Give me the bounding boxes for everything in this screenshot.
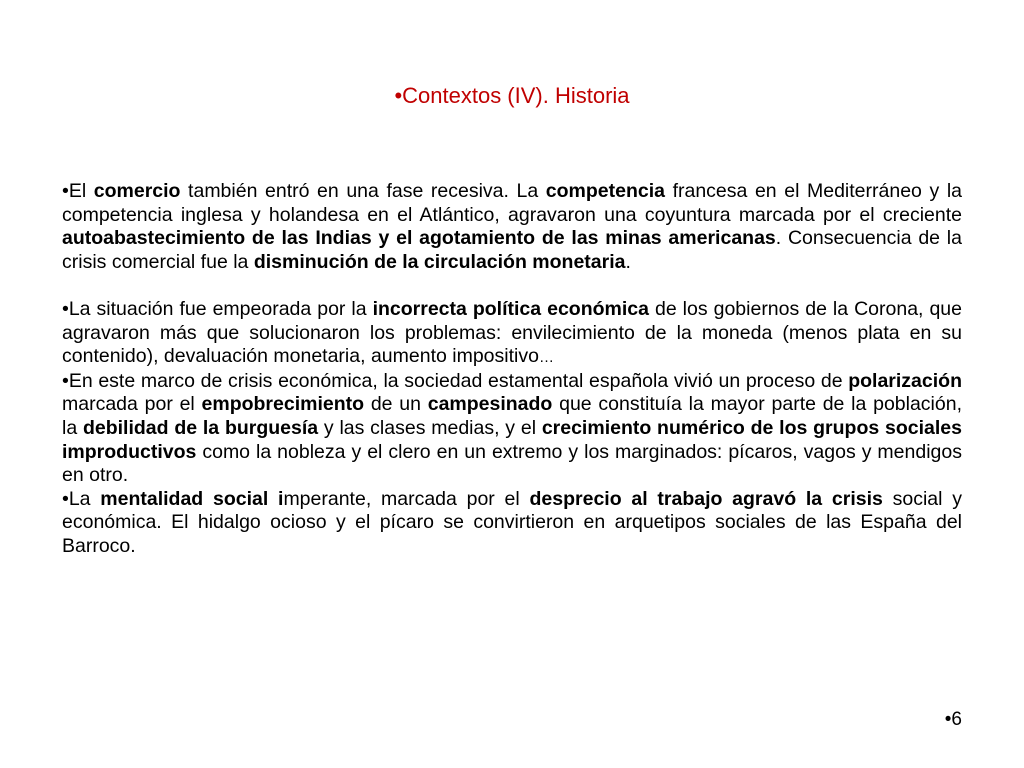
bold-text-run: campesinado xyxy=(427,393,553,416)
text-run: … xyxy=(538,349,554,367)
text-run: •El xyxy=(62,180,94,202)
text-run: de un xyxy=(364,393,428,416)
paragraph-social-mentality xyxy=(62,488,962,559)
text-run: . xyxy=(625,250,631,273)
bold-text-run: polarización xyxy=(848,369,962,392)
text-run: •En este marco de crisis económica, la sociedad estamental española vivió un proceso de xyxy=(62,369,849,392)
bold-text-run: disminución de la circulación monetaria xyxy=(253,250,626,273)
text-run: y las clases medias, y el xyxy=(318,416,542,439)
bold-text-run: empobrecimiento xyxy=(201,393,365,416)
bold-text-run: autoabastecimiento de las Indias y el agotamiento de las minas americanas xyxy=(62,227,776,250)
text-run: •La situación fue empeorada por la xyxy=(62,297,373,320)
bold-text-run: incorrecta política económica xyxy=(372,297,649,320)
paragraph-social-polarization xyxy=(62,370,962,488)
text-run: de los gobiernos de la Corona, que agravaron más que solucionaron los problemas: envilecimiento de la moneda (menos plata en su contenido), devaluación monetaria, aumento impositivo xyxy=(62,297,963,368)
slide-title: •Contextos (IV). Historia xyxy=(394,83,630,108)
bold-text-run: mentalidad social i xyxy=(100,487,284,510)
bold-text-run: comercio xyxy=(93,180,181,202)
paragraph-commerce xyxy=(62,180,962,274)
paragraph-economic-policy xyxy=(62,298,962,370)
text-run: también entró en una fase recesiva. La xyxy=(180,180,546,202)
slide-number: •6 xyxy=(944,709,962,730)
text-run: •La xyxy=(62,487,101,510)
bold-text-run: crecimiento numérico de los grupos sociales improductivos xyxy=(62,416,962,463)
bold-text-run: competencia xyxy=(545,180,665,202)
bold-text-run: desprecio al trabajo agravó la crisis xyxy=(529,487,883,510)
text-run: francesa en el Mediterráneo y la competencia inglesa y holandesa en el Atlántico, agravaron una coyuntura marcada por el creciente xyxy=(62,180,962,226)
text-run: que constituía la mayor parte de la población, la xyxy=(62,393,962,439)
text-run: . Consecuencia de la crisis comercial fue la xyxy=(62,227,962,273)
text-run: mperante, marcada por el xyxy=(283,487,530,510)
text-run: como la nobleza y el clero en un extremo y los marginados: pícaros, vagos y mendigos en otro. xyxy=(62,440,962,487)
text-run: marcada por el xyxy=(62,393,202,416)
bold-text-run: debilidad de la burguesía xyxy=(82,416,319,439)
text-run: social y económica. El hidalgo ocioso y el pícaro se convirtieron en arquetipos sociales de las España del Barroco. xyxy=(62,487,962,557)
slide-body xyxy=(62,180,962,559)
